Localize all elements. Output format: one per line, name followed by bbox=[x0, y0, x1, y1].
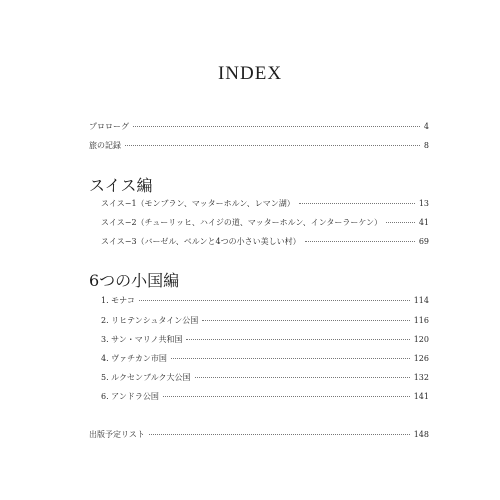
dot-leader bbox=[133, 126, 420, 127]
toc-entry-luxembourg[interactable] bbox=[101, 373, 429, 383]
toc-entry-page: 114 bbox=[413, 296, 429, 305]
dot-leader bbox=[202, 320, 409, 321]
toc-entry-label: 3. サン・マリノ共和国 bbox=[101, 335, 183, 344]
toc-entry-page: 132 bbox=[413, 373, 429, 382]
toc-entry-swiss-3[interactable] bbox=[101, 237, 429, 247]
toc-entry-travel-record[interactable] bbox=[89, 141, 429, 151]
toc-entry-label: スイス−1（モンブラン、マッターホルン、レマン湖） bbox=[101, 199, 295, 208]
toc-entry-label: 旅の記録 bbox=[89, 141, 121, 150]
dot-leader bbox=[186, 339, 409, 340]
toc-entry-page: 116 bbox=[413, 316, 429, 325]
toc-entry-label: 1. モナコ bbox=[101, 296, 135, 305]
toc-entry-page: 148 bbox=[413, 430, 429, 439]
dot-leader bbox=[149, 434, 410, 435]
toc-entry-andorra[interactable] bbox=[101, 392, 429, 402]
toc-entry-page: 126 bbox=[413, 354, 429, 363]
toc-entry-page: 41 bbox=[418, 218, 429, 227]
toc-entry-label: スイス−2（チューリッヒ、ハイジの道、マッターホルン、インターラーケン） bbox=[101, 218, 383, 227]
dot-leader bbox=[139, 300, 410, 301]
section-heading-switzerland: スイス編 bbox=[89, 176, 153, 195]
dot-leader bbox=[163, 396, 410, 397]
toc-entry-page: 4 bbox=[423, 122, 429, 131]
toc-entry-san-marino[interactable] bbox=[101, 335, 429, 345]
dot-leader bbox=[195, 377, 410, 378]
toc-entry-label: 6. アンドラ公国 bbox=[101, 392, 159, 401]
toc-entry-swiss-1[interactable] bbox=[101, 199, 429, 209]
dot-leader bbox=[125, 145, 420, 146]
dot-leader bbox=[386, 222, 415, 223]
toc-entry-label: 4. ヴァチカン市国 bbox=[101, 354, 167, 363]
dot-leader bbox=[171, 358, 410, 359]
toc-entry-swiss-2[interactable] bbox=[101, 218, 429, 228]
toc-entry-liechtenstein[interactable] bbox=[101, 316, 429, 326]
dot-leader bbox=[299, 203, 415, 204]
toc-entry-label: スイス−3（バーゼル、ベルンと4つの小さい美しい村） bbox=[101, 237, 301, 246]
toc-entry-page: 8 bbox=[423, 141, 429, 150]
index-title: INDEX bbox=[217, 63, 283, 84]
toc-entry-label: 2. リヒテンシュタイン公国 bbox=[101, 316, 199, 325]
dot-leader bbox=[305, 241, 415, 242]
toc-entry-vatican[interactable] bbox=[101, 354, 429, 364]
toc-entry-page: 141 bbox=[413, 392, 429, 401]
toc-entry-label: プロローグ bbox=[89, 122, 129, 131]
toc-entry-page: 13 bbox=[418, 199, 429, 208]
toc-entry-page: 120 bbox=[413, 335, 429, 344]
toc-entry-publication-list[interactable] bbox=[89, 430, 429, 440]
toc-entry-monaco[interactable] bbox=[101, 296, 429, 306]
toc-entry-label: 5. ルクセンブルク大公国 bbox=[101, 373, 191, 382]
section-heading-small-countries: 6つの小国編 bbox=[89, 271, 180, 290]
toc-entry-label: 出版予定リスト bbox=[89, 430, 145, 439]
toc-entry-prologue[interactable] bbox=[89, 122, 429, 132]
toc-entry-page: 69 bbox=[418, 237, 429, 246]
